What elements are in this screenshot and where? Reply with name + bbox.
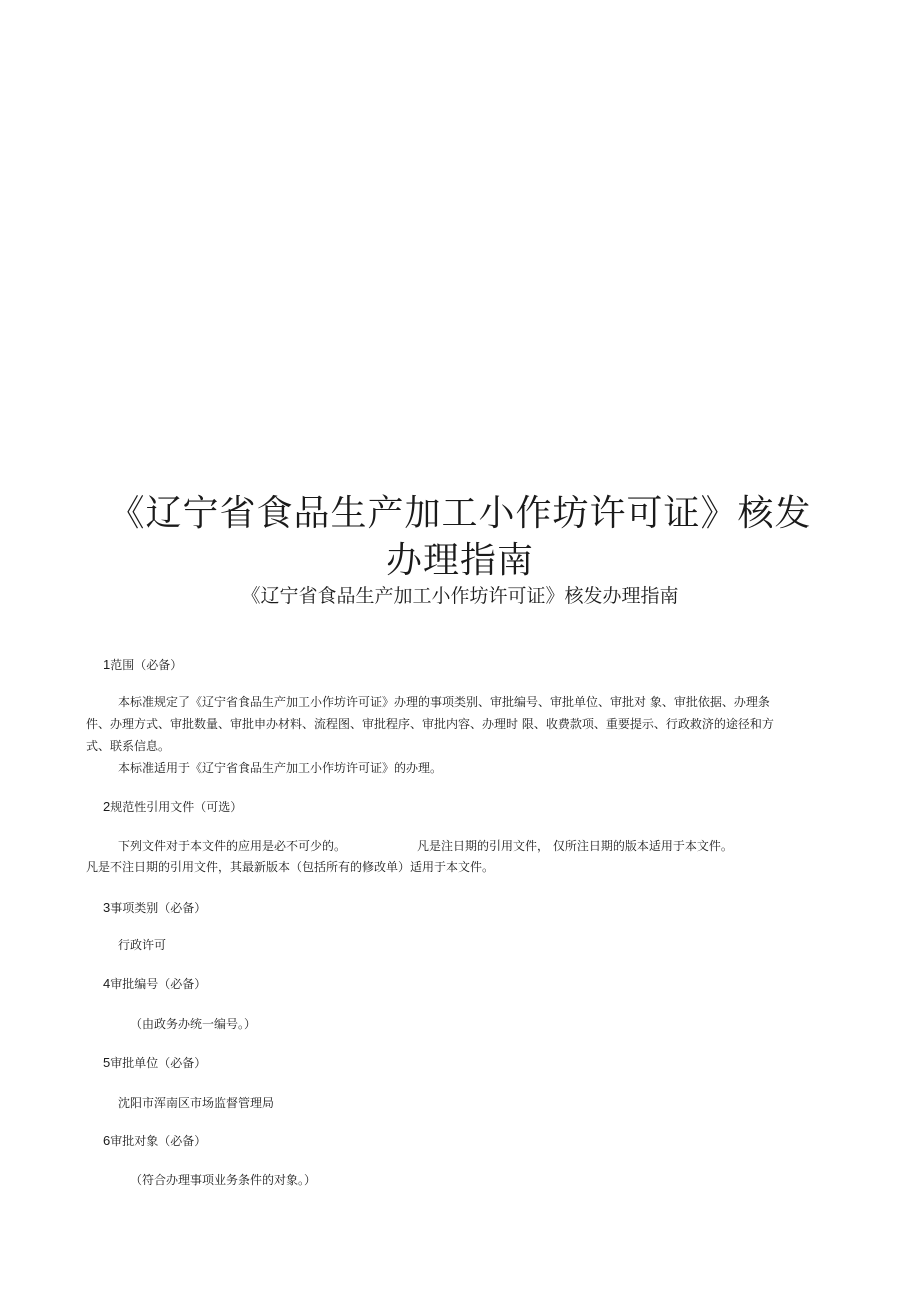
section-5-title: 审批单位（必备） bbox=[110, 1056, 207, 1070]
section-1-number: 1 bbox=[103, 657, 111, 672]
section-2-line1-b: 凡是注日期的引用文件， 仅所注日期的版本适用于本文件。 bbox=[417, 839, 733, 853]
section-3-number: 3 bbox=[103, 900, 111, 915]
section-6-heading bbox=[103, 1133, 206, 1149]
section-3-title: 事项类别（必备） bbox=[110, 901, 207, 915]
section-4-content: （由政务办统一编号。） bbox=[130, 1017, 257, 1031]
section-6-number: 6 bbox=[103, 1133, 111, 1148]
section-5-number: 5 bbox=[103, 1055, 111, 1070]
section-5-content: 沈阳市浑南区市场监督管理局 bbox=[118, 1096, 275, 1110]
section-4-number: 4 bbox=[103, 976, 111, 991]
section-3-content: 行政许可 bbox=[118, 938, 167, 952]
section-6-content: （符合办理事项业务条件的对象。） bbox=[130, 1173, 317, 1187]
section-4-title: 审批编号（必备） bbox=[110, 977, 207, 991]
section-1-title: 范围（必备） bbox=[110, 658, 183, 672]
section-2-line1-a: 下列文件对于本文件的应用是必不可少的。 bbox=[118, 839, 347, 853]
document-subtitle: 《辽宁省食品生产加工小作坊许可证》核发办理指南 bbox=[241, 585, 679, 607]
section-2-heading bbox=[103, 799, 242, 815]
section-3-heading bbox=[103, 900, 206, 916]
section-1-para1-line1: 本标准规定了《辽宁省食品生产加工小作坊许可证》办理的事项类别、审批编号、审批单位、审批对 象、审批依据、办理条 bbox=[118, 695, 770, 709]
document-title-line1: 《辽宁省食品生产加工小作坊许可证》核发 bbox=[108, 493, 812, 534]
section-1-para2: 本标准适用于《辽宁省食品生产加工小作坊许可证》的办理。 bbox=[118, 761, 443, 775]
document-title-line2: 办理指南 bbox=[385, 540, 534, 581]
section-2-number: 2 bbox=[103, 799, 111, 814]
section-1-para1-line3: 式、联系信息。 bbox=[86, 739, 171, 753]
section-4-heading bbox=[103, 976, 206, 992]
section-2-line2: 凡是不注日期的引用文件，其最新版本（包括所有的修改单）适用于本文件。 bbox=[86, 860, 495, 874]
section-2-title: 规范性引用文件（可选） bbox=[110, 800, 243, 814]
section-1-heading bbox=[103, 657, 182, 673]
section-6-title: 审批对象（必备） bbox=[110, 1134, 207, 1148]
section-5-heading bbox=[103, 1055, 206, 1071]
section-1-para1-line2: 件、办理方式、审批数量、审批申办材料、流程图、审批程序、审批内容、办理时 限、收费款项、重要提示、行政救济的途径和方 bbox=[86, 717, 774, 731]
